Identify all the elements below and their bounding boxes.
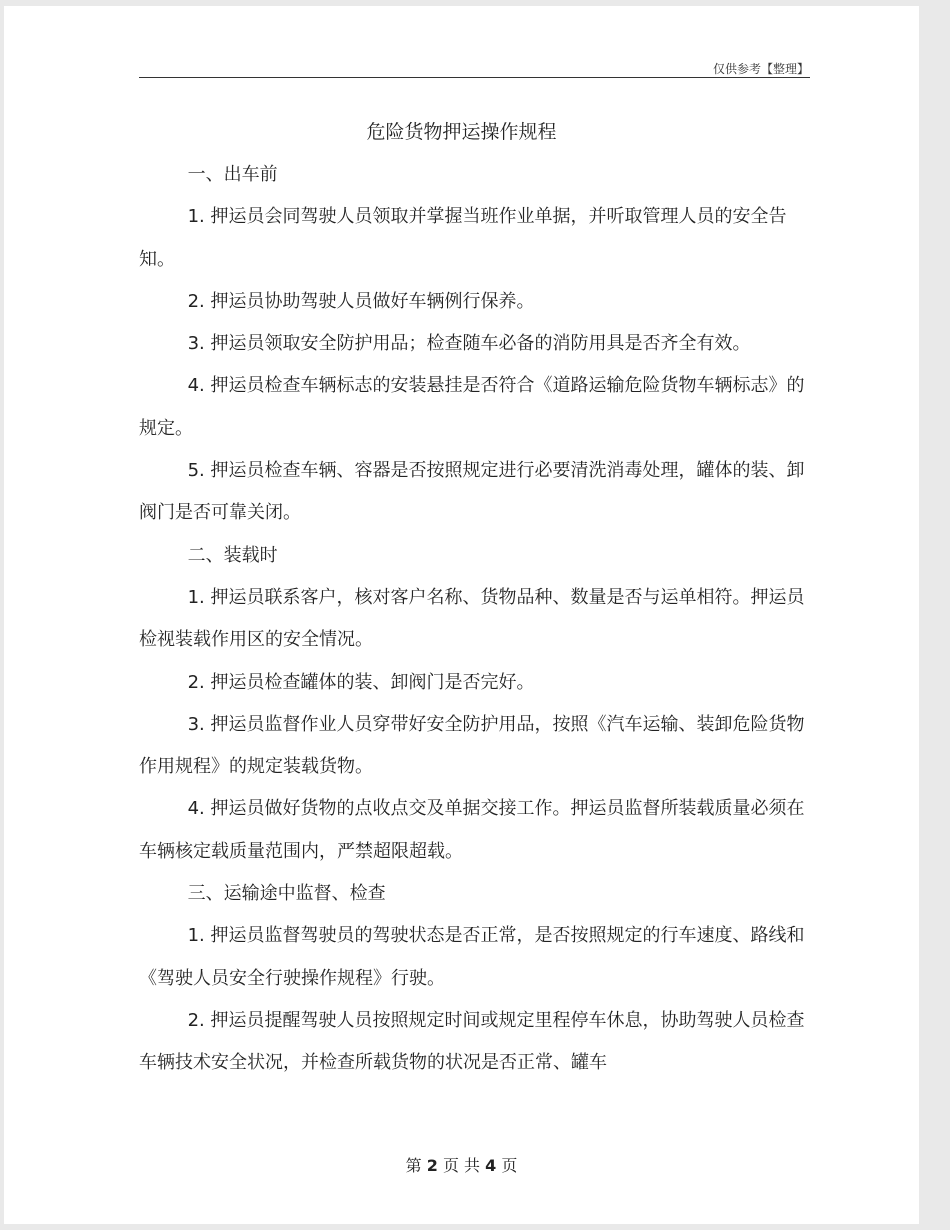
page-footer	[4, 1153, 919, 1176]
document-body	[139, 154, 811, 1085]
section-heading: 三、运输途中监督、检查	[187, 883, 386, 905]
section-heading: 一、出车前	[187, 164, 278, 185]
paragraph: 3. 押运员监督作业人员穿带好安全防护用品，按照《汽车运输、装卸危险货物作用规程》的规定装载货物。	[139, 713, 805, 778]
paragraph: 1. 押运员会同驾驶人员领取并掌握当班作业单据，并听取管理人员的安全告知。	[139, 206, 787, 270]
paragraph: 3. 押运员领取安全防护用品；检查随车必备的消防用具是否齐全有效。	[187, 333, 751, 355]
paragraph: 2. 押运员检查罐体的装、卸阀门是否完好。	[187, 671, 535, 693]
document-page	[4, 6, 919, 1224]
paragraph: 4. 押运员做好货物的点收点交及单据交接工作。押运员监督所装载质量必须在车辆核定载质量范围内，严禁超限超载。	[139, 798, 805, 862]
footer-suffix: 页	[501, 1156, 518, 1175]
current-page-number: 2	[426, 1156, 438, 1175]
paragraph: 2. 押运员提醒驾驶人员按照规定时间或规定里程停车休息，协助驾驶人员检查车辆技术安全状况，并检查所载货物的状况是否正常、罐车	[139, 1009, 805, 1074]
page-header: 仅供参考【整理】	[712, 62, 809, 76]
section-heading: 二、装载时	[187, 544, 278, 566]
total-page-count: 4	[485, 1156, 497, 1175]
header-divider	[139, 77, 810, 78]
paragraph: 1. 押运员监督驾驶员的驾驶状态是否正常，是否按照规定的行车速度、路线和《驾驶人员安全行驶操作规程》行驶。	[139, 925, 805, 989]
paragraph: 2. 押运员协助驾驶人员做好车辆例行保养。	[187, 290, 535, 312]
document-title: 危险货物押运操作规程	[366, 121, 557, 143]
footer-middle: 页 共	[442, 1156, 481, 1175]
footer-prefix: 第	[405, 1156, 422, 1175]
paragraph: 1. 押运员联系客户，核对客户名称、货物品种、数量是否与运单相符。押运员检视装载作用区的安全情况。	[139, 586, 805, 651]
paragraph: 4. 押运员检查车辆标志的安装悬挂是否符合《道路运输危险货物车辆标志》的规定。	[139, 375, 805, 439]
paragraph: 5. 押运员检查车辆、容器是否按照规定进行必要清洗消毒处理，罐体的装、卸阀门是否可靠关闭。	[139, 460, 805, 524]
